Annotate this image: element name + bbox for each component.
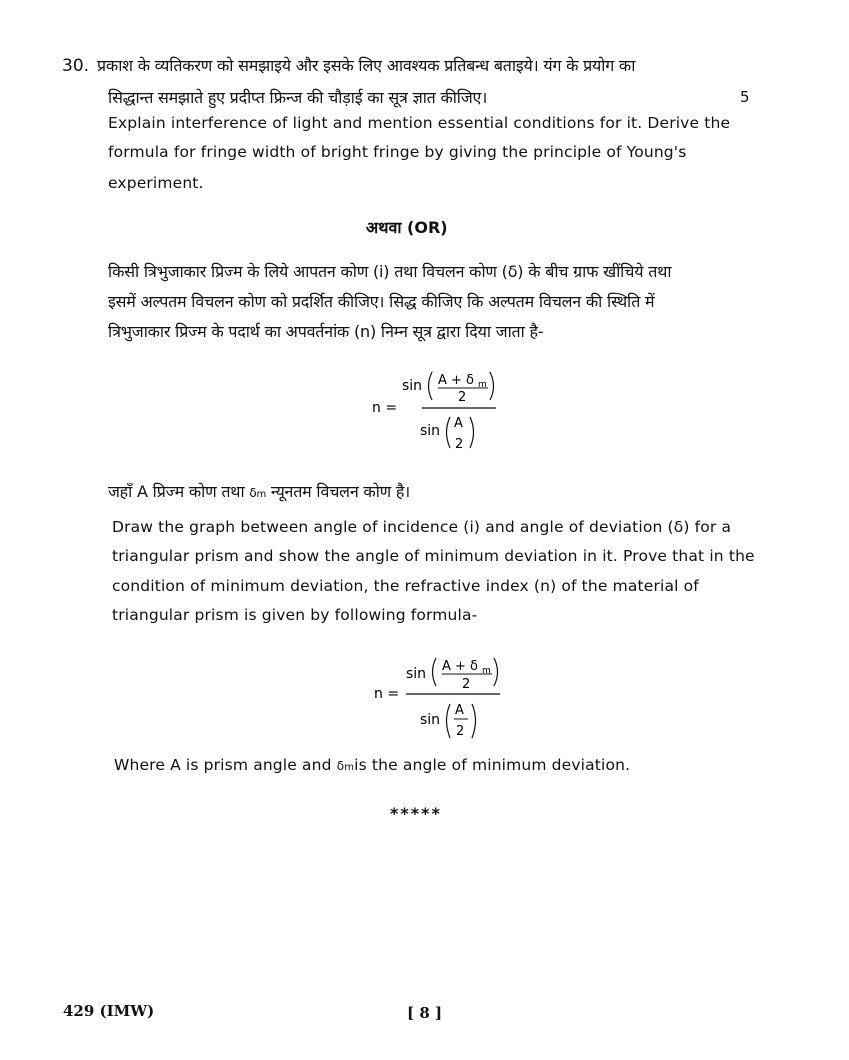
formula-den-paren-left [447, 417, 451, 448]
formula2-den-top: A [455, 703, 464, 718]
formula-num-top-sub: m [478, 380, 487, 390]
formula2-num-paren-right [494, 658, 498, 686]
formula2-num-sin: sin [406, 666, 427, 682]
delta-m-sub: m [256, 489, 267, 500]
paper-code: 429 (IMW) [63, 1002, 155, 1020]
formula2-den-sin: sin [420, 712, 441, 728]
alt-hindi-line-3: त्रिभुजाकार प्रिज्म के पदार्थ का अपवर्तनांक (n) निम्न सूत्र द्वारा दिया जाता है- [108, 322, 544, 341]
refractive-index-formula-2 [362, 648, 512, 743]
formula2-lhs: n = [374, 686, 400, 702]
formula2-num-paren-left [433, 658, 437, 686]
formula-den-top: A [454, 416, 463, 431]
question-hindi-line-2: सिद्धान्त समझाते हुए प्रदीप्त फ्रिन्ज की चौड़ाई का सूत्र ज्ञात कीजिए। [108, 88, 488, 107]
end-stars: ***** [390, 804, 442, 823]
formula-num-sin: sin [402, 378, 423, 394]
english-where-prefix: Where A is prism angle and [114, 756, 337, 774]
alt-hindi-line-2: इसमें अल्पतम विचलन कोण को प्रदर्शित कीजिए। सिद्ध कीजिए कि अल्पतम विचलन की स्थिति में [108, 292, 655, 311]
hindi-where-prefix: जहाँ A प्रिज्म कोण तथा [108, 482, 250, 501]
delta-m-symbol: δ [249, 486, 257, 500]
question-english-line-2: formula for fringe width of bright fringe by giving the principle of Young's [108, 143, 687, 161]
refractive-index-formula-1 [360, 362, 510, 457]
formula-lhs: n = [372, 400, 398, 416]
formula-num-paren-left [429, 372, 433, 400]
formula2-num-top: A + δ [442, 659, 479, 674]
alt-english-line-2: triangular prism and show the angle of minimum deviation in it. Prove that in the [112, 547, 755, 565]
question-english-line-1: Explain interference of light and mention essential conditions for it. Derive the [108, 114, 731, 132]
formula2-num-two: 2 [462, 677, 471, 692]
question-hindi-line-1: प्रकाश के व्यतिकरण को समझाइये और इसके लिए आवश्यक प्रतिबन्ध बताइये। यंग के प्रयोग का [97, 56, 636, 75]
question-english-line-3: experiment. [108, 174, 204, 192]
formula-num-top: A + δ [438, 373, 475, 388]
marks: 5 [740, 88, 750, 106]
page-number: [ 8 ] [407, 1004, 443, 1022]
english-where-suffix: is the angle of minimum deviation. [354, 756, 631, 774]
alt-hindi-line-1: किसी त्रिभुजाकार प्रिज्म के लिये आपतन कोण (i) तथा विचलन कोण (δ) के बीच ग्राफ खींचिये तथा [108, 262, 672, 281]
alt-hindi-where [108, 480, 410, 502]
formula-num-paren-right [490, 372, 494, 400]
formula-num-two: 2 [458, 390, 467, 405]
or-heading: अथवा (OR) [366, 218, 448, 237]
formula-den-sin: sin [420, 423, 441, 439]
formula-den-two: 2 [455, 437, 464, 452]
formula-den-paren-right [470, 417, 474, 448]
alt-english-line-1: Draw the graph between angle of incidence (i) and angle of deviation (δ) for a [112, 518, 732, 536]
formula2-den-paren-left [447, 704, 451, 738]
formula2-den-paren-right [472, 704, 476, 738]
delta-m-sub-en: m [344, 762, 355, 773]
alt-english-line-3: condition of minimum deviation, the refractive index (n) of the material of [112, 577, 699, 595]
delta-m-symbol-en: δ [336, 759, 345, 773]
question-number: 30. [62, 56, 90, 76]
formula2-den-two: 2 [456, 724, 465, 739]
alt-english-line-4: triangular prism is given by following formula- [112, 606, 478, 624]
formula2-num-top-sub: m [482, 666, 491, 676]
hindi-where-suffix: न्यूनतम विचलन कोण है। [266, 482, 411, 501]
alt-english-where [114, 756, 630, 774]
